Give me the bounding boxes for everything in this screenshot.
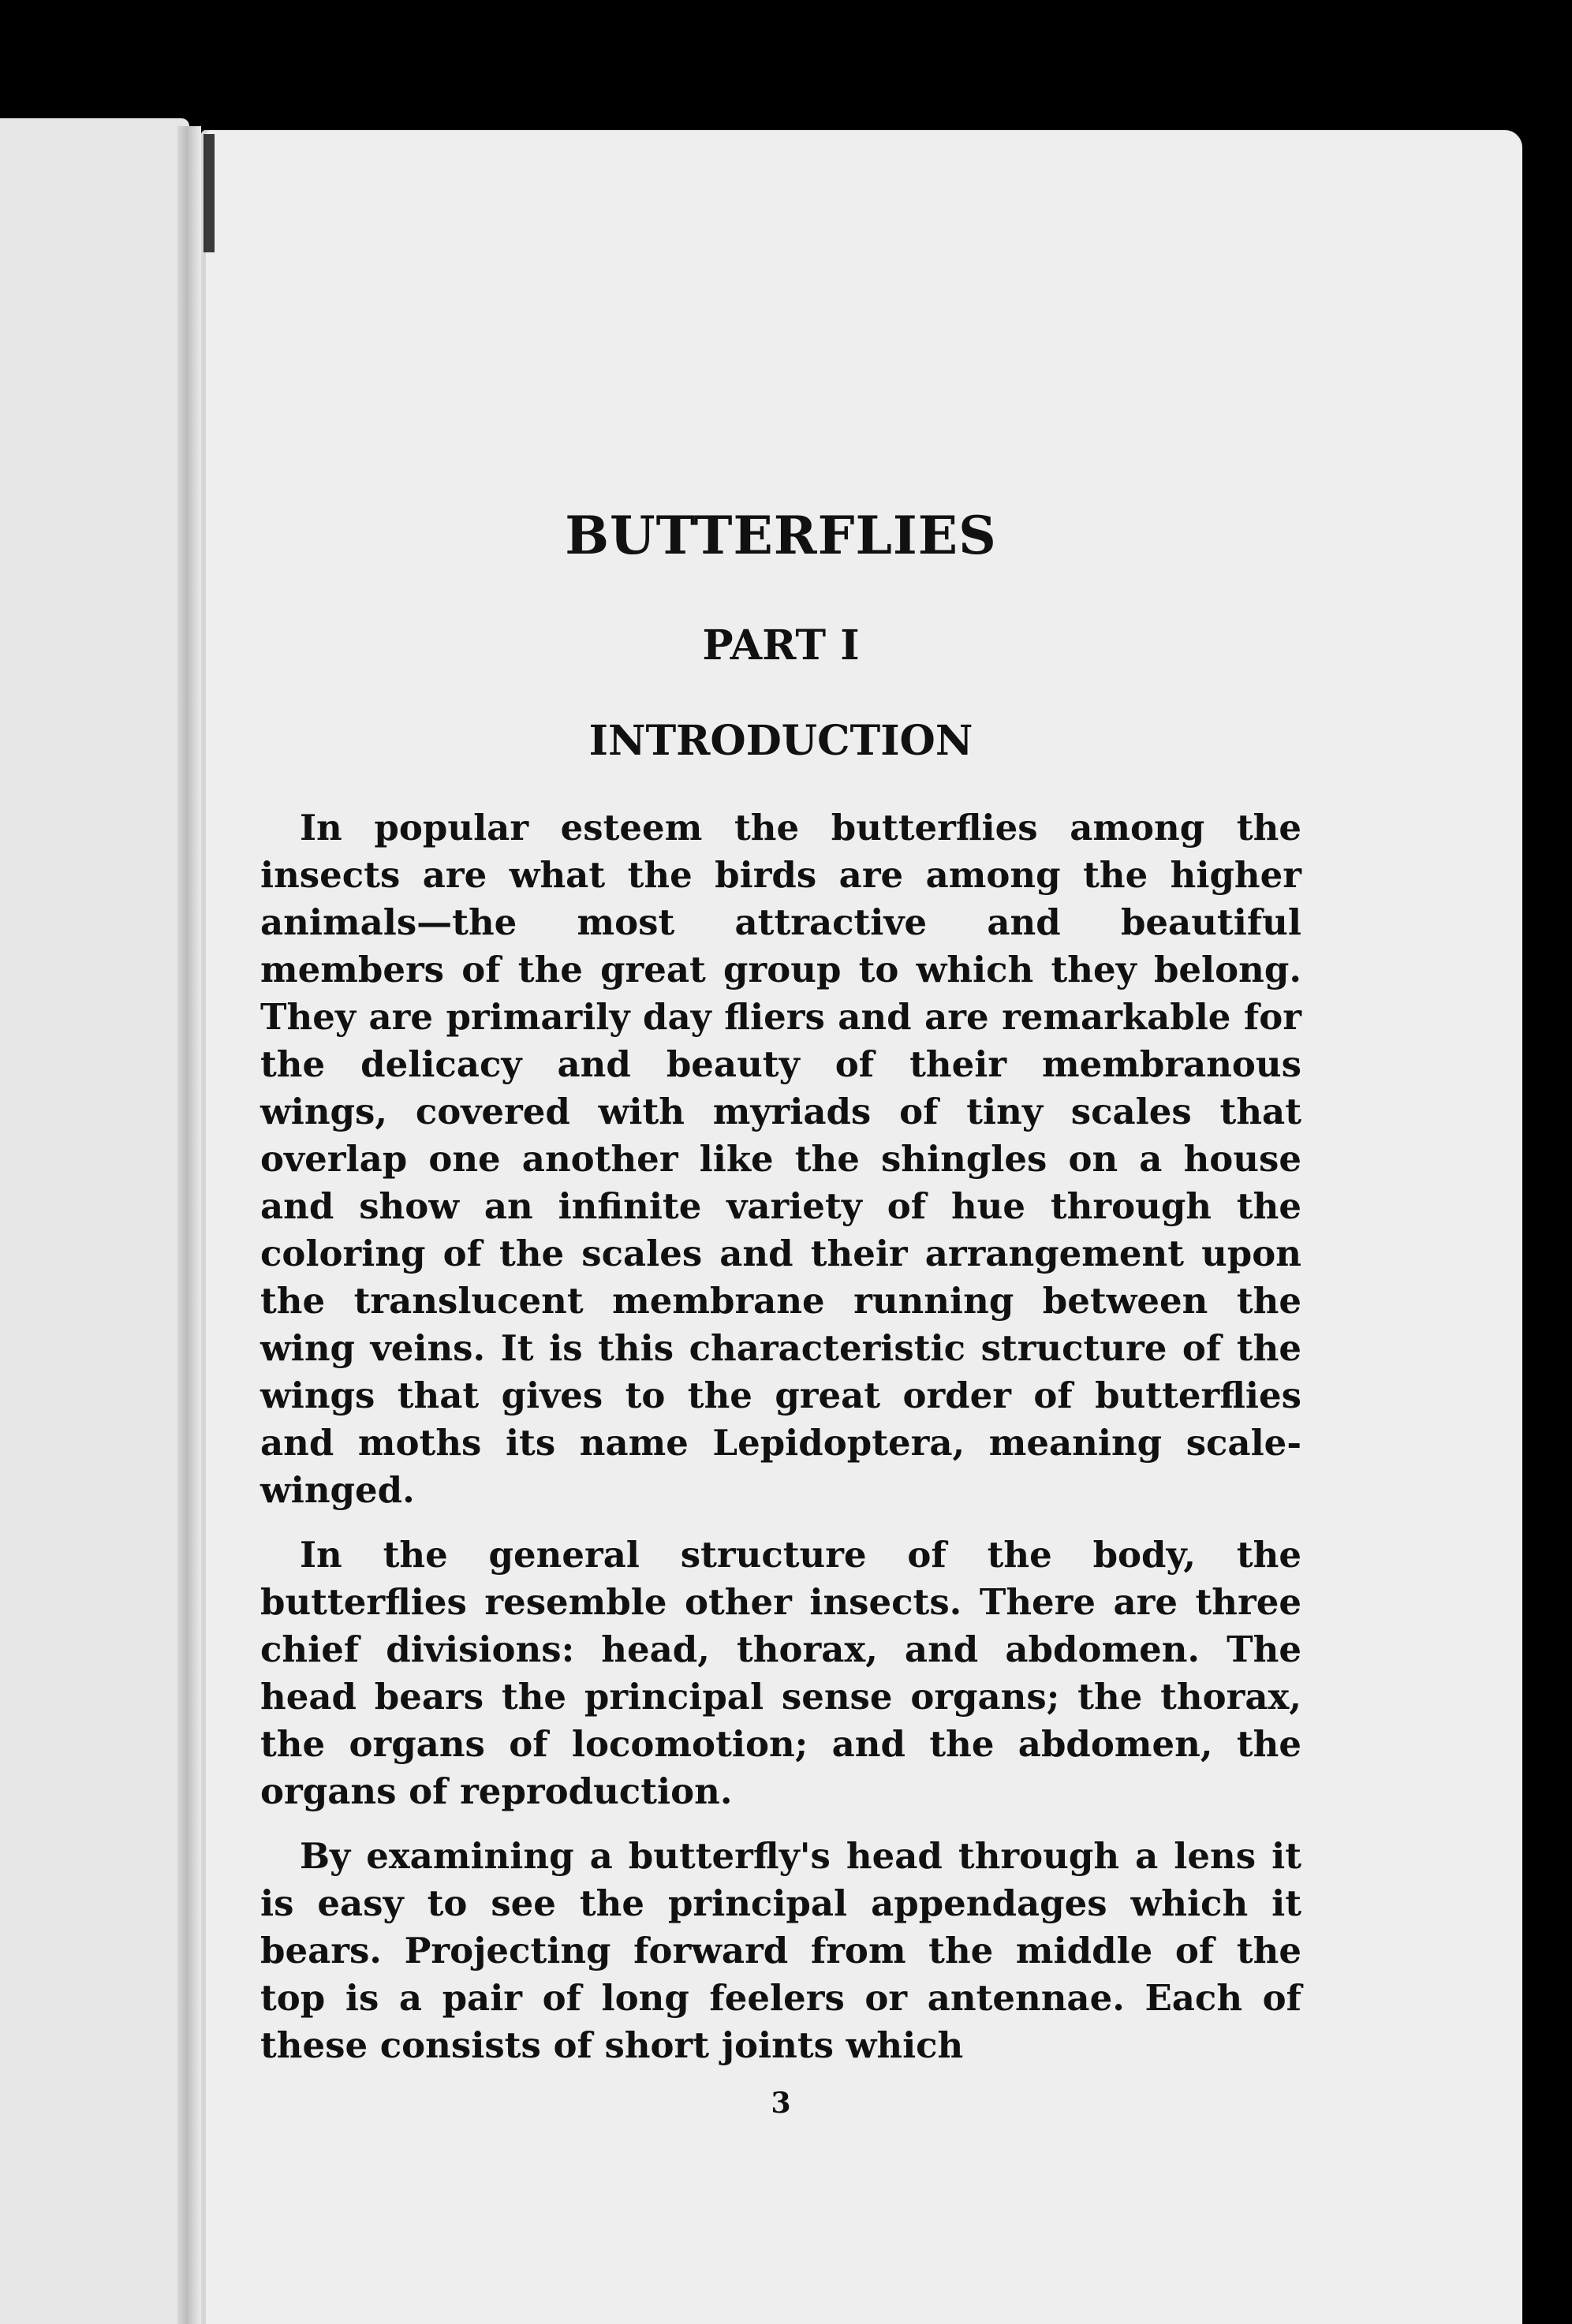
previous-page-edge [0, 118, 189, 2324]
paragraph-1: In popular esteem the butterflies among the insects are what the birds are among the higher animals—the most attractive and beautiful members of the great group to which they belong. They are primarily day fliers and are remarkable for the delicacy and beauty of their membranous wings, covered with myriads of tiny scales that overlap one another like the shingles on a house and show an infinite variety of hue through the coloring of the scales and their arrangement upon the translucent membrane running between the wing veins. It is this characteristic structure of the wings that gives to the great order of butterflies and moths its name Lepidoptera, meaning scale-winged. [260, 807, 1301, 1511]
paragraph-3: By examining a butterfly's head through a lens it is easy to see the principal appendages which it bears. Projecting forward from the middle of the top is a pair of long feelers or antennae. Each of these consists of short joints which [260, 1835, 1301, 2066]
gutter-shadow-mark [204, 134, 215, 252]
paragraph-2: In the general structure of the body, the butterflies resemble other insects. There are three chief divisions: head, thorax, and abdomen. The head bears the principal sense organs; the thorax, the organs of locomotion; and the abdomen, the organs of reproduction. [260, 1534, 1301, 1812]
book-title: BUTTERFLIES [565, 505, 997, 566]
binding-gutter [177, 126, 201, 2324]
page-text [260, 505, 1301, 2120]
part-title: PART I [702, 621, 860, 670]
chapter-title: INTRODUCTION [588, 717, 973, 765]
page-number: 3 [771, 2087, 791, 2120]
